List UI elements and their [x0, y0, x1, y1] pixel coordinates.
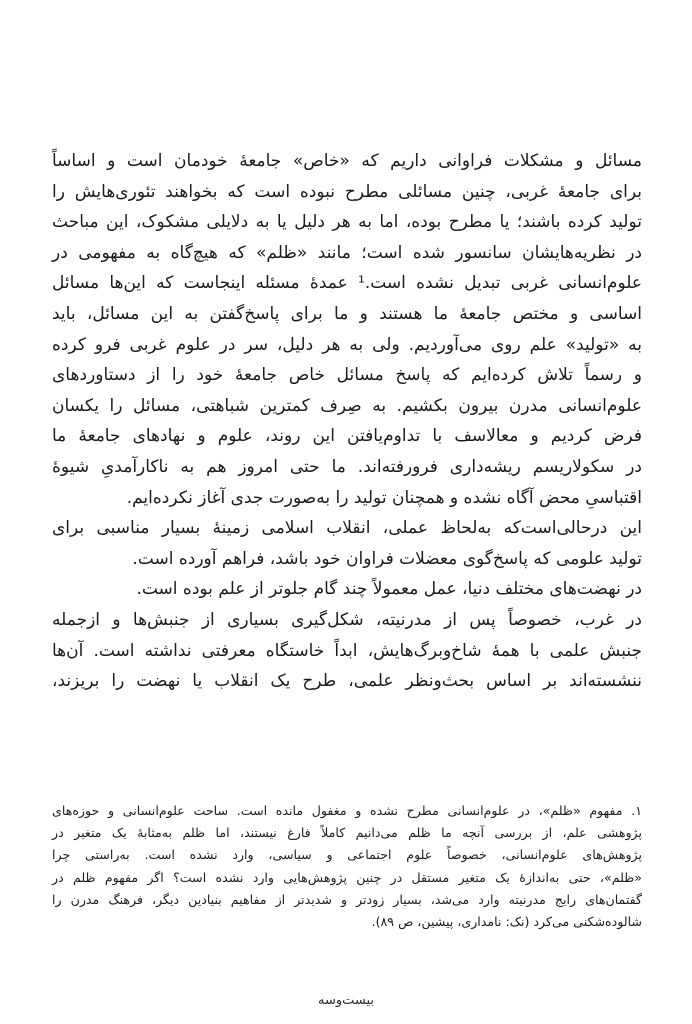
text-line: و رسماً تلاش کرده‌ایم که پاسخ مسائل خاص جامعهٔ خود را از دستاوردهای — [52, 365, 642, 386]
text-line: اقتباسیِ محض آگاه نشده و همچنان تولید را به‌صورت جدی آغاز نکرده‌ایم. — [126, 487, 642, 508]
main-text — [52, 146, 642, 697]
footnote-line: گفتمان‌های رایج مدرنیته وارد می‌شد، بسیار زودتر و شدیدتر از مفاهیم بنیادین دیگر، فرهنگ مدرن را — [52, 891, 642, 907]
text-line: علوم‌انسانی مدرن بیرون بکشیم. به صِرف کمترین شباهتی، مسائل را یکسان — [52, 395, 642, 416]
footnote-block — [52, 800, 642, 933]
footnote-line: شالوده‌شکنی می‌کرد (نک: نامداری، پیشین، ص ۸۹). — [371, 913, 642, 929]
footnote-line: پژوهش‌های علوم‌انسانی، خصوصاً علوم اجتماعی و سیاسی، وارد نشده است. به‌راستی چرا — [52, 847, 642, 863]
footnote-line: ۱. مفهوم «ظلم»، در علوم‌انسانی مطرح نشده و مغفول مانده است. ساحت علوم‌انسانی و حوزه‌های — [52, 803, 642, 818]
footnote-line: «ظلم»، حتی به‌اندازهٔ یک متغیر مستقل در چنین پژوهش‌هایی وارد نشده است؟ اگر مفهوم ظلم در — [52, 869, 642, 885]
text-line: به «تولید» علم روی می‌آوردیم. ولی به هر دلیل، سر در علوم غربی فرو کرده — [52, 334, 642, 355]
text-line: علوم‌انسانی غربی تبدیل نشده است.¹ عمدهٔ مسئله اینجاست که این‌ها مسائل — [52, 273, 643, 294]
text-line: ننشسته‌اند بر اساس بحث‌ونظر علمی، طرح یک انقلاب یا نهضت را بریزند، — [52, 671, 642, 692]
text-line: فرض کردیم و معالاسف با تداوم‌یافتن این روند، علوم و نهادهای جامعهٔ ما — [52, 426, 642, 447]
text-line: تولید کرده باشند؛ یا مطرح بوده، اما به هر دلیل یا به دلایلی مشکوک، این مباحث — [52, 212, 642, 233]
text-line: در نظریه‌هایشان سانسور شده است؛ مانند «ظلم» که هیچ‌گاه به مفهومی در — [52, 242, 642, 263]
text-line: تولید علومی که پاسخ‌گوی معضلات فراوان خود باشد، فراهم آورده است. — [132, 548, 642, 569]
text-line: در سکولاریسم ریشه‌داری فرورفته‌اند. ما حتی امروز هم به ناکارآمدیِ شیوهٔ — [52, 456, 642, 477]
text-line: مسائل و مشکلات فراوانی داریم که «خاص» جامعهٔ خودمان است و اساساً — [52, 151, 642, 171]
text-line: این درحالی‌است‌که به‌لحاظ عملی، انقلاب اسلامی زمینهٔ بسیار مناسبی برای — [52, 518, 642, 539]
text-line: برای جامعهٔ غربی، چنین مسائلی مطرح نبوده است که بخواهند تئوری‌هایش را — [52, 181, 642, 202]
text-line: جنبش علمی با همهٔ شاخ‌وبرگ‌هایش، ابداً خاستگاه معرفتی نداشته است. آن‌ها — [52, 640, 642, 661]
text-line: در نهضت‌های مختلف دنیا، عمل معمولاً چند گام جلوتر از علم بوده است. — [136, 579, 642, 600]
text-line: اساسی و مختص جامعهٔ ما هستند و ما برای پاسخ‌گفتن به این مسائل، باید — [52, 303, 642, 324]
text-line: در غرب، خصوصاً پس از مدرنیته، شکل‌گیری بسیاری از جنبش‌ها و ازجمله — [52, 609, 642, 630]
footnote-line: پژوهشی علم، از بررسی آنچه ما ظلم می‌دانیم کاملاً فارغ نیستند، اما ظلم به‌مثابهٔ یک متغیر در — [52, 825, 642, 841]
page-number: بیست‌وسه — [317, 993, 375, 1008]
